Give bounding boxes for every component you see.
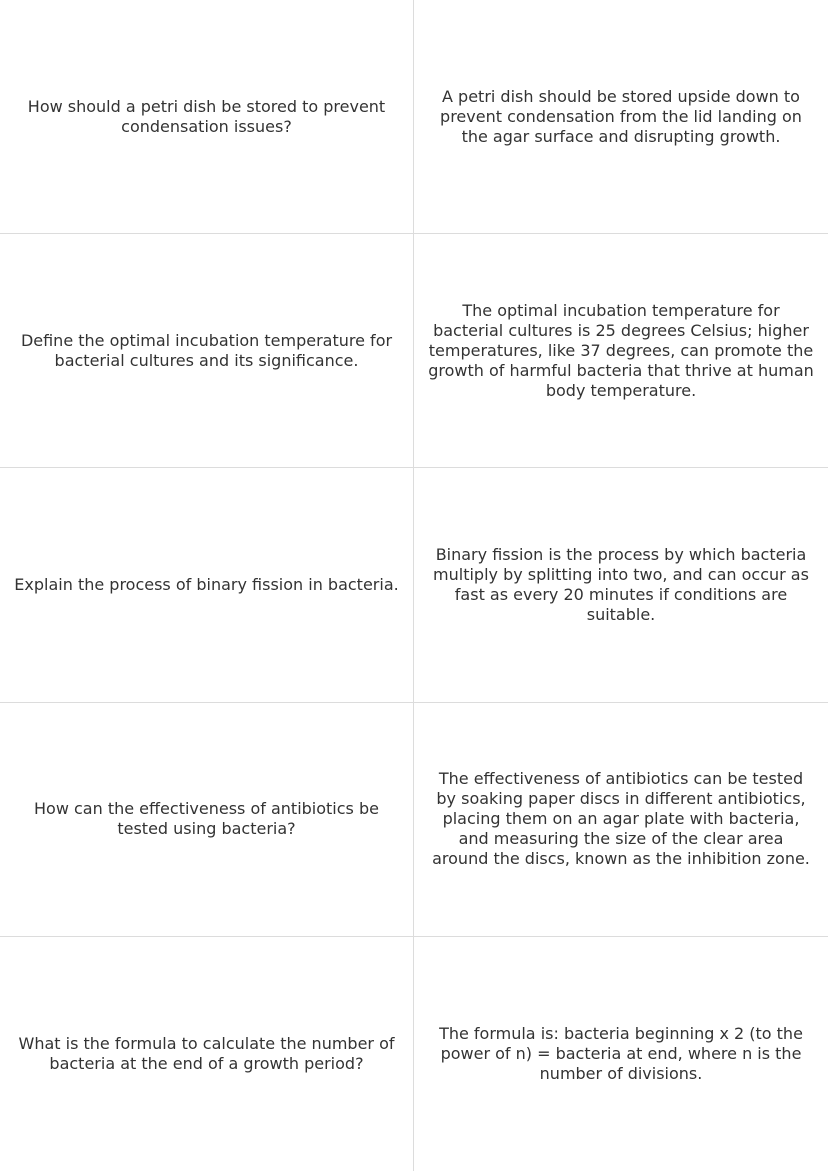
- flashcard-question: [0, 0, 414, 234]
- flashcard-answer: [414, 0, 828, 234]
- flashcard-question: [0, 703, 414, 937]
- answer-text: The optimal incubation temperature for bacterial cultures is 25 degrees Celsius; higher temperatures, like 37 degrees, can promote the growth of harmful bacteria that thrive at human body temperature.: [428, 300, 814, 400]
- answer-text: Binary fission is the process by which bacteria multiply by splitting into two, and can occur as fast as every 20 minutes if conditions are suitable.: [433, 544, 809, 624]
- question-text: Explain the process of binary fission in bacteria.: [14, 574, 399, 594]
- question-text: What is the formula to calculate the number of bacteria at the end of a growth period?: [18, 1033, 395, 1073]
- answer-text: The formula is: bacteria beginning x 2 (to the power of n) = bacteria at end, where n is the number of divisions.: [439, 1023, 803, 1083]
- flashcard-answer: [414, 234, 828, 468]
- question-text: Define the optimal incubation temperature for bacterial cultures and its significance.: [20, 330, 393, 370]
- flashcard-question: [0, 937, 414, 1171]
- flashcard-answer: [414, 703, 828, 937]
- question-text: How can the effectiveness of antibiotics be tested using bacteria?: [34, 799, 379, 839]
- flashcard-question: [0, 468, 414, 702]
- flashcard-answer: [414, 937, 828, 1171]
- answer-text: The effectiveness of antibiotics can be tested by soaking paper discs in different antibiotics, placing them on an agar plate with bacteria, and measuring the size of the clear area around the discs, known as the inhibition zone.: [432, 769, 810, 869]
- question-text: How should a petri dish be stored to prevent condensation issues?: [27, 96, 386, 136]
- flashcard-answer: [414, 468, 828, 702]
- answer-text: A petri dish should be stored upside down to prevent condensation from the lid landing on the agar surface and disrupting growth.: [440, 86, 802, 146]
- flashcard-question: [0, 234, 414, 468]
